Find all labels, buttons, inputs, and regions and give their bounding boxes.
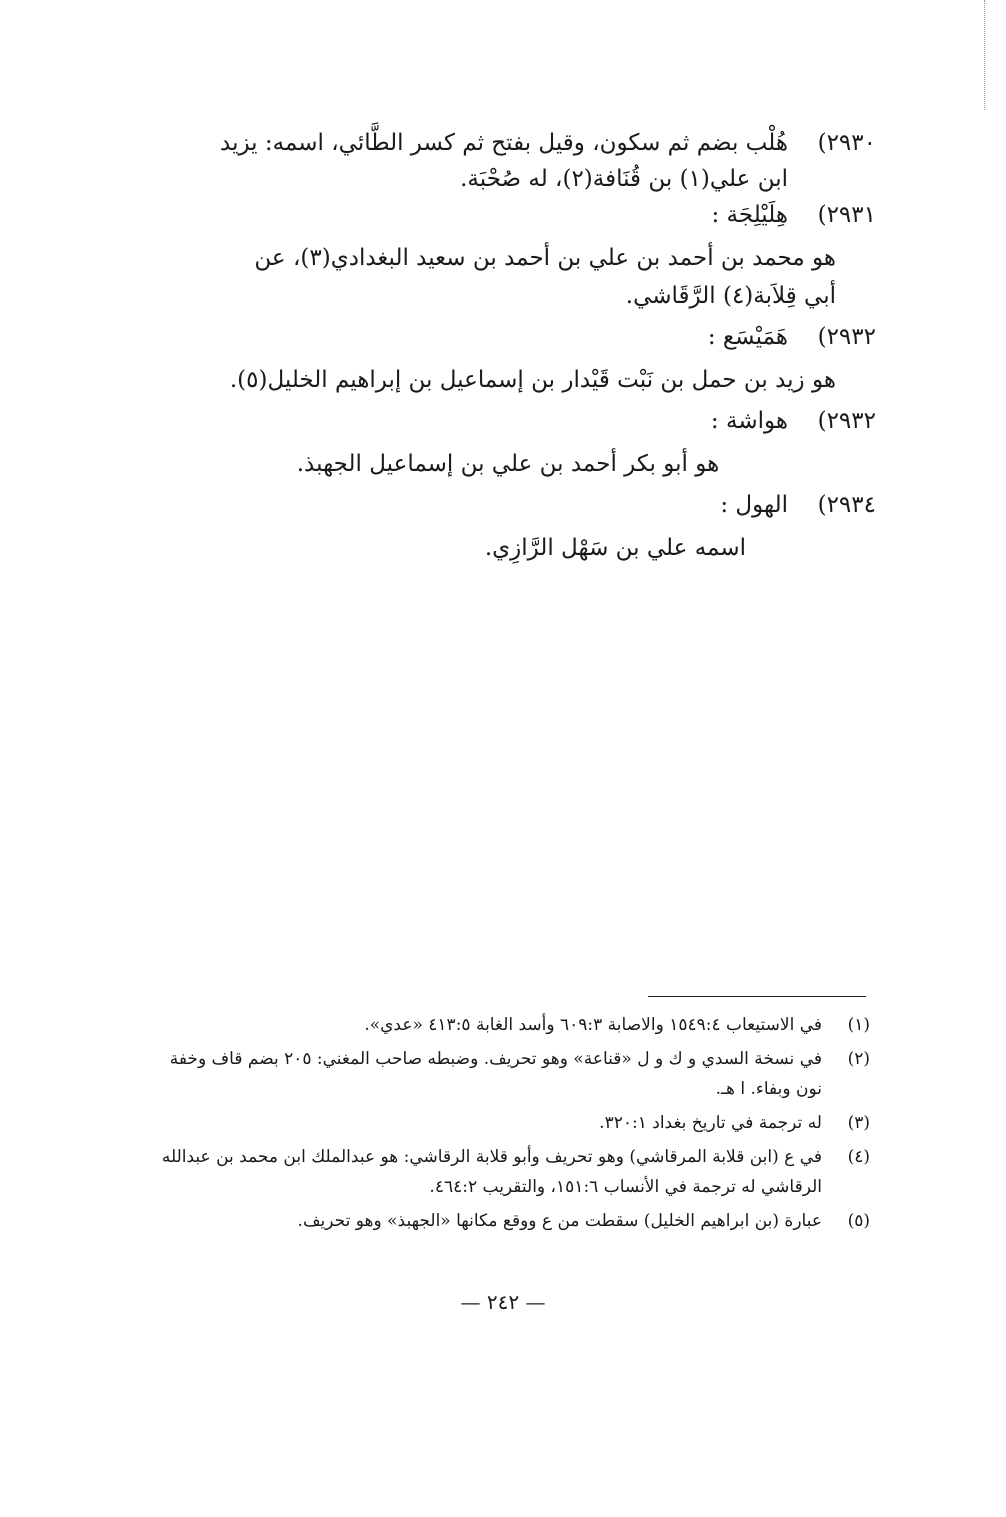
page-edge — [984, 0, 987, 110]
footnote-text: له ترجمة في تاريخ بغداد ٣٢٠:١. — [599, 1113, 822, 1133]
entry-heading: هواشة : — [710, 408, 788, 434]
entry-2931 — [140, 197, 876, 233]
footnote-number: (٤) — [847, 1147, 870, 1167]
footnote-number: (٥) — [847, 1211, 870, 1231]
footnote-1 — [150, 1010, 870, 1040]
footnote-5 — [150, 1206, 870, 1236]
entry-number: ٢٩٣٠) — [817, 130, 876, 156]
page-number: — ٢٤٢ — — [460, 1290, 546, 1314]
entry-number: ٢٩٣٤) — [817, 492, 876, 518]
footnotes — [150, 1010, 870, 1240]
footnote-text: في نسخة السدي و ك و ل «قناعة» وهو تحريف. وضبطه صاحب المغني: ٢٠٥ بضم قاف وخفة نون وبفاء. ا هـ. — [169, 1049, 822, 1099]
entry-2932 — [140, 319, 876, 355]
entry-body — [140, 361, 876, 399]
footnote-3 — [150, 1108, 870, 1138]
entry-2934 — [140, 487, 876, 523]
entry-body-line: أبي قِلاَبة(٤) الرَّقَاشي. — [625, 283, 836, 309]
entry-heading: هُلْب بضم ثم سكون، وقيل بفتح ثم كسر الطَّائي، اسمه: يزيد — [220, 130, 788, 156]
entry-body-line: اسمه علي بن سَهْل الرَّازِي. — [484, 535, 746, 561]
footnote-number: (٣) — [847, 1113, 870, 1133]
entry-2930 — [140, 125, 876, 161]
entry-continuation: ابن علي(١) بن قُنَافة(٢)، له صُحْبَة. — [460, 166, 788, 192]
entry-number: ٢٩٣٢) — [817, 324, 876, 350]
footnote-number: (١) — [847, 1015, 870, 1035]
entry-body-line: هو أبو بكر أحمد بن علي بن إسماعيل الجهبذ. — [296, 451, 720, 477]
main-text — [140, 125, 876, 571]
entry-heading: الهول : — [720, 492, 788, 518]
entry-body — [140, 239, 876, 315]
footnote-text: في الاستيعاب ١٥٤٩:٤ والاصابة ٦٠٩:٣ وأسد الغابة ٤١٣:٥ «عدي». — [364, 1015, 822, 1035]
entry-body — [140, 445, 876, 483]
entry-2933 — [140, 403, 876, 439]
footnote-2 — [150, 1044, 870, 1104]
entry-heading: هِلَيْلِجَة : — [711, 202, 788, 228]
footnote-text: في ع (ابن قلابة المرقاشي) وهو تحريف وأبو قلابة الرقاشي: هو عبدالملك ابن محمد بن عبدالله الرقاشي له ترجمة في الأنساب ١٥١:٦، والتقريب ٤٦٤:٢. — [161, 1147, 822, 1197]
footnote-separator — [648, 996, 866, 997]
entry-body-line: هو محمد بن أحمد بن علي بن أحمد بن سعيد البغدادي(٣)، عن — [254, 245, 836, 271]
entry-number: ٢٩٣١) — [817, 202, 876, 228]
entry-body-line: هو زيد بن حمل بن نَبْت قَيْدار بن إسماعيل بن إبراهيم الخليل(٥). — [229, 367, 836, 393]
footnote-number: (٢) — [847, 1049, 870, 1069]
footnote-4 — [150, 1142, 870, 1202]
entry-number: ٢٩٣٢) — [817, 408, 876, 434]
entry-body — [140, 529, 876, 567]
entry-heading: هَمَيْسَع : — [707, 324, 788, 350]
footnote-text: عبارة (بن ابراهيم الخليل) سقطت من ع ووقع مكانها «الجهبذ» وهو تحريف. — [297, 1211, 822, 1231]
